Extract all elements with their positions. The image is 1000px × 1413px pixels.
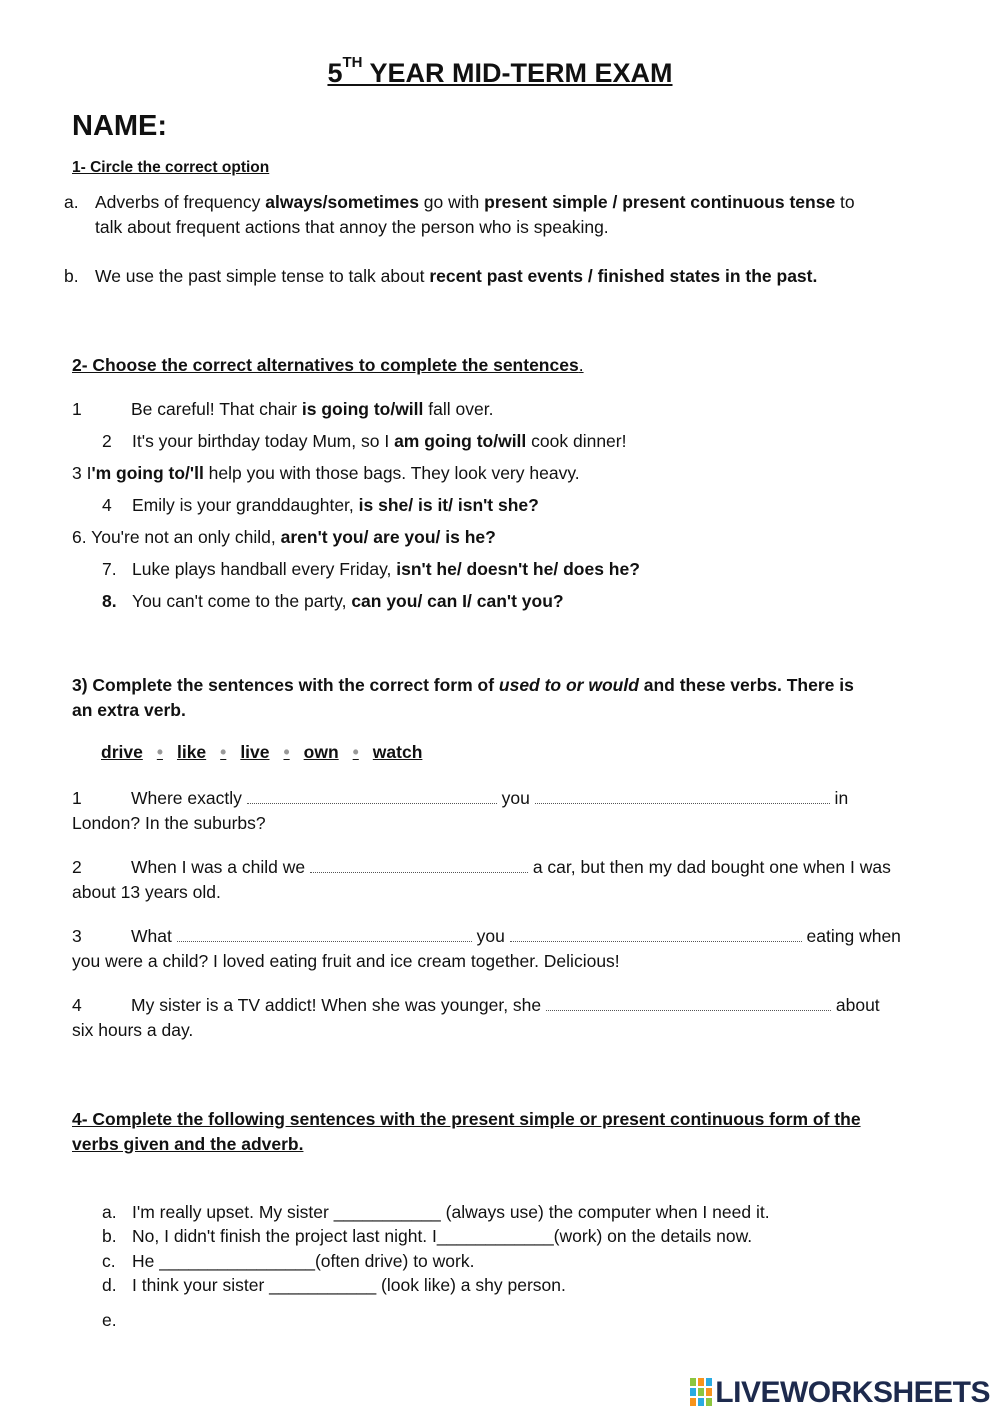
s4-e-marker: e. [102, 1310, 117, 1330]
section-3-heading-line2: an extra verb. [72, 700, 186, 720]
s3-q4-line2: six hours a day. [72, 1020, 194, 1040]
s2-item-7-num: 7. [102, 559, 117, 579]
s1-a-marker: a. [64, 192, 79, 212]
s4-c-marker: c. [102, 1251, 116, 1271]
s4-item-d: I think your sister ___________ (look like) a shy person. [132, 1275, 566, 1295]
s2-item-8: You can't come to the party, can you/ can I/ can't you? [132, 591, 564, 611]
s2-item-4: Emily is your granddaughter, is she/ is it/ isn't she? [132, 495, 539, 515]
liveworksheets-icon [690, 1378, 712, 1406]
s2-item-1-num: 1 [72, 399, 82, 419]
s2-item-6: 6. You're not an only child, aren't you/ are you/ is he? [72, 527, 496, 547]
s4-a-marker: a. [102, 1202, 117, 1222]
s3-q2-line2: about 13 years old. [72, 882, 221, 902]
bullet-separator: • [283, 742, 290, 762]
logo-text: LIVEWORKSHEETS [715, 1376, 990, 1409]
name-label: NAME: [72, 110, 168, 142]
section-4-heading: 4- Complete the following sentences with the present simple or present continuous form of the [72, 1109, 861, 1129]
s1-a-line2: talk about frequent actions that annoy the person who is speaking. [95, 217, 609, 237]
s4-item-a: I'm really upset. My sister ___________ (always use) the computer when I need it. [132, 1202, 770, 1222]
s3-q2: When I was a child we a car, but then my dad bought one when I was [131, 857, 891, 877]
blank-field[interactable] [177, 927, 472, 942]
s2-item-7: Luke plays handball every Friday, isn't he/ doesn't he/ does he? [132, 559, 640, 579]
s2-item-2: It's your birthday today Mum, so I am going to/will cook dinner! [132, 431, 627, 451]
blank-field[interactable] [247, 789, 497, 804]
section-2-heading: 2- Choose the correct alternatives to complete the sentences. [72, 355, 584, 375]
liveworksheets-logo[interactable] [690, 1376, 990, 1410]
word-live: live [240, 742, 270, 762]
s3-q2-num: 2 [72, 857, 82, 877]
s2-item-1: Be careful! That chair is going to/will fall over. [131, 399, 494, 419]
word-drive: drive [101, 742, 143, 762]
s1-a-line1: Adverbs of frequency always/sometimes go with present simple / present continuous tense to [95, 192, 855, 212]
s4-item-b: No, I didn't finish the project last night. I____________(work) on the details now. [132, 1226, 753, 1246]
s1-b-line: We use the past simple tense to talk about recent past events / finished states in the past. [95, 266, 818, 286]
s3-q3-line2: you were a child? I loved eating fruit and ice cream together. Delicious! [72, 951, 620, 971]
bullet-separator: • [220, 742, 227, 762]
s4-d-marker: d. [102, 1275, 117, 1295]
bullet-separator: • [156, 742, 163, 762]
blank-field[interactable] [546, 996, 831, 1011]
s3-q1-line2: London? In the suburbs? [72, 813, 266, 833]
s3-q1-num: 1 [72, 788, 82, 808]
page-title: 5TH YEAR MID-TERM EXAM [327, 54, 673, 88]
bullet-separator: • [352, 742, 359, 762]
blank-field[interactable] [310, 858, 528, 873]
word-own: own [303, 742, 339, 762]
s4-item-c: He ________________(often drive) to work. [132, 1251, 475, 1271]
s3-q4-num: 4 [72, 995, 82, 1015]
s3-q3-num: 3 [72, 926, 82, 946]
s2-item-8-num: 8. [102, 591, 117, 611]
word-like: like [176, 742, 207, 762]
s1-b-marker: b. [64, 266, 79, 286]
blank-field[interactable] [535, 789, 830, 804]
word-watch: watch [372, 742, 423, 762]
section-4-heading-line2: verbs given and the adverb. [72, 1134, 304, 1154]
blank-field[interactable] [510, 927, 802, 942]
s2-item-4-num: 4 [102, 495, 112, 515]
s4-b-marker: b. [102, 1226, 117, 1246]
section-1-heading: 1- Circle the correct option [72, 159, 270, 176]
word-box [101, 742, 422, 763]
section-3-heading: 3) Complete the sentences with the correct form of used to or would and these verbs. There is [72, 675, 854, 695]
s3-q1: Where exactly you in [131, 788, 849, 808]
s2-item-3: 3 I'm going to/'ll help you with those bags. They look very heavy. [72, 463, 580, 483]
s2-item-2-num: 2 [102, 431, 112, 451]
s3-q4: My sister is a TV addict! When she was younger, she about [131, 995, 880, 1015]
s3-q3: What you eating when [131, 926, 901, 946]
